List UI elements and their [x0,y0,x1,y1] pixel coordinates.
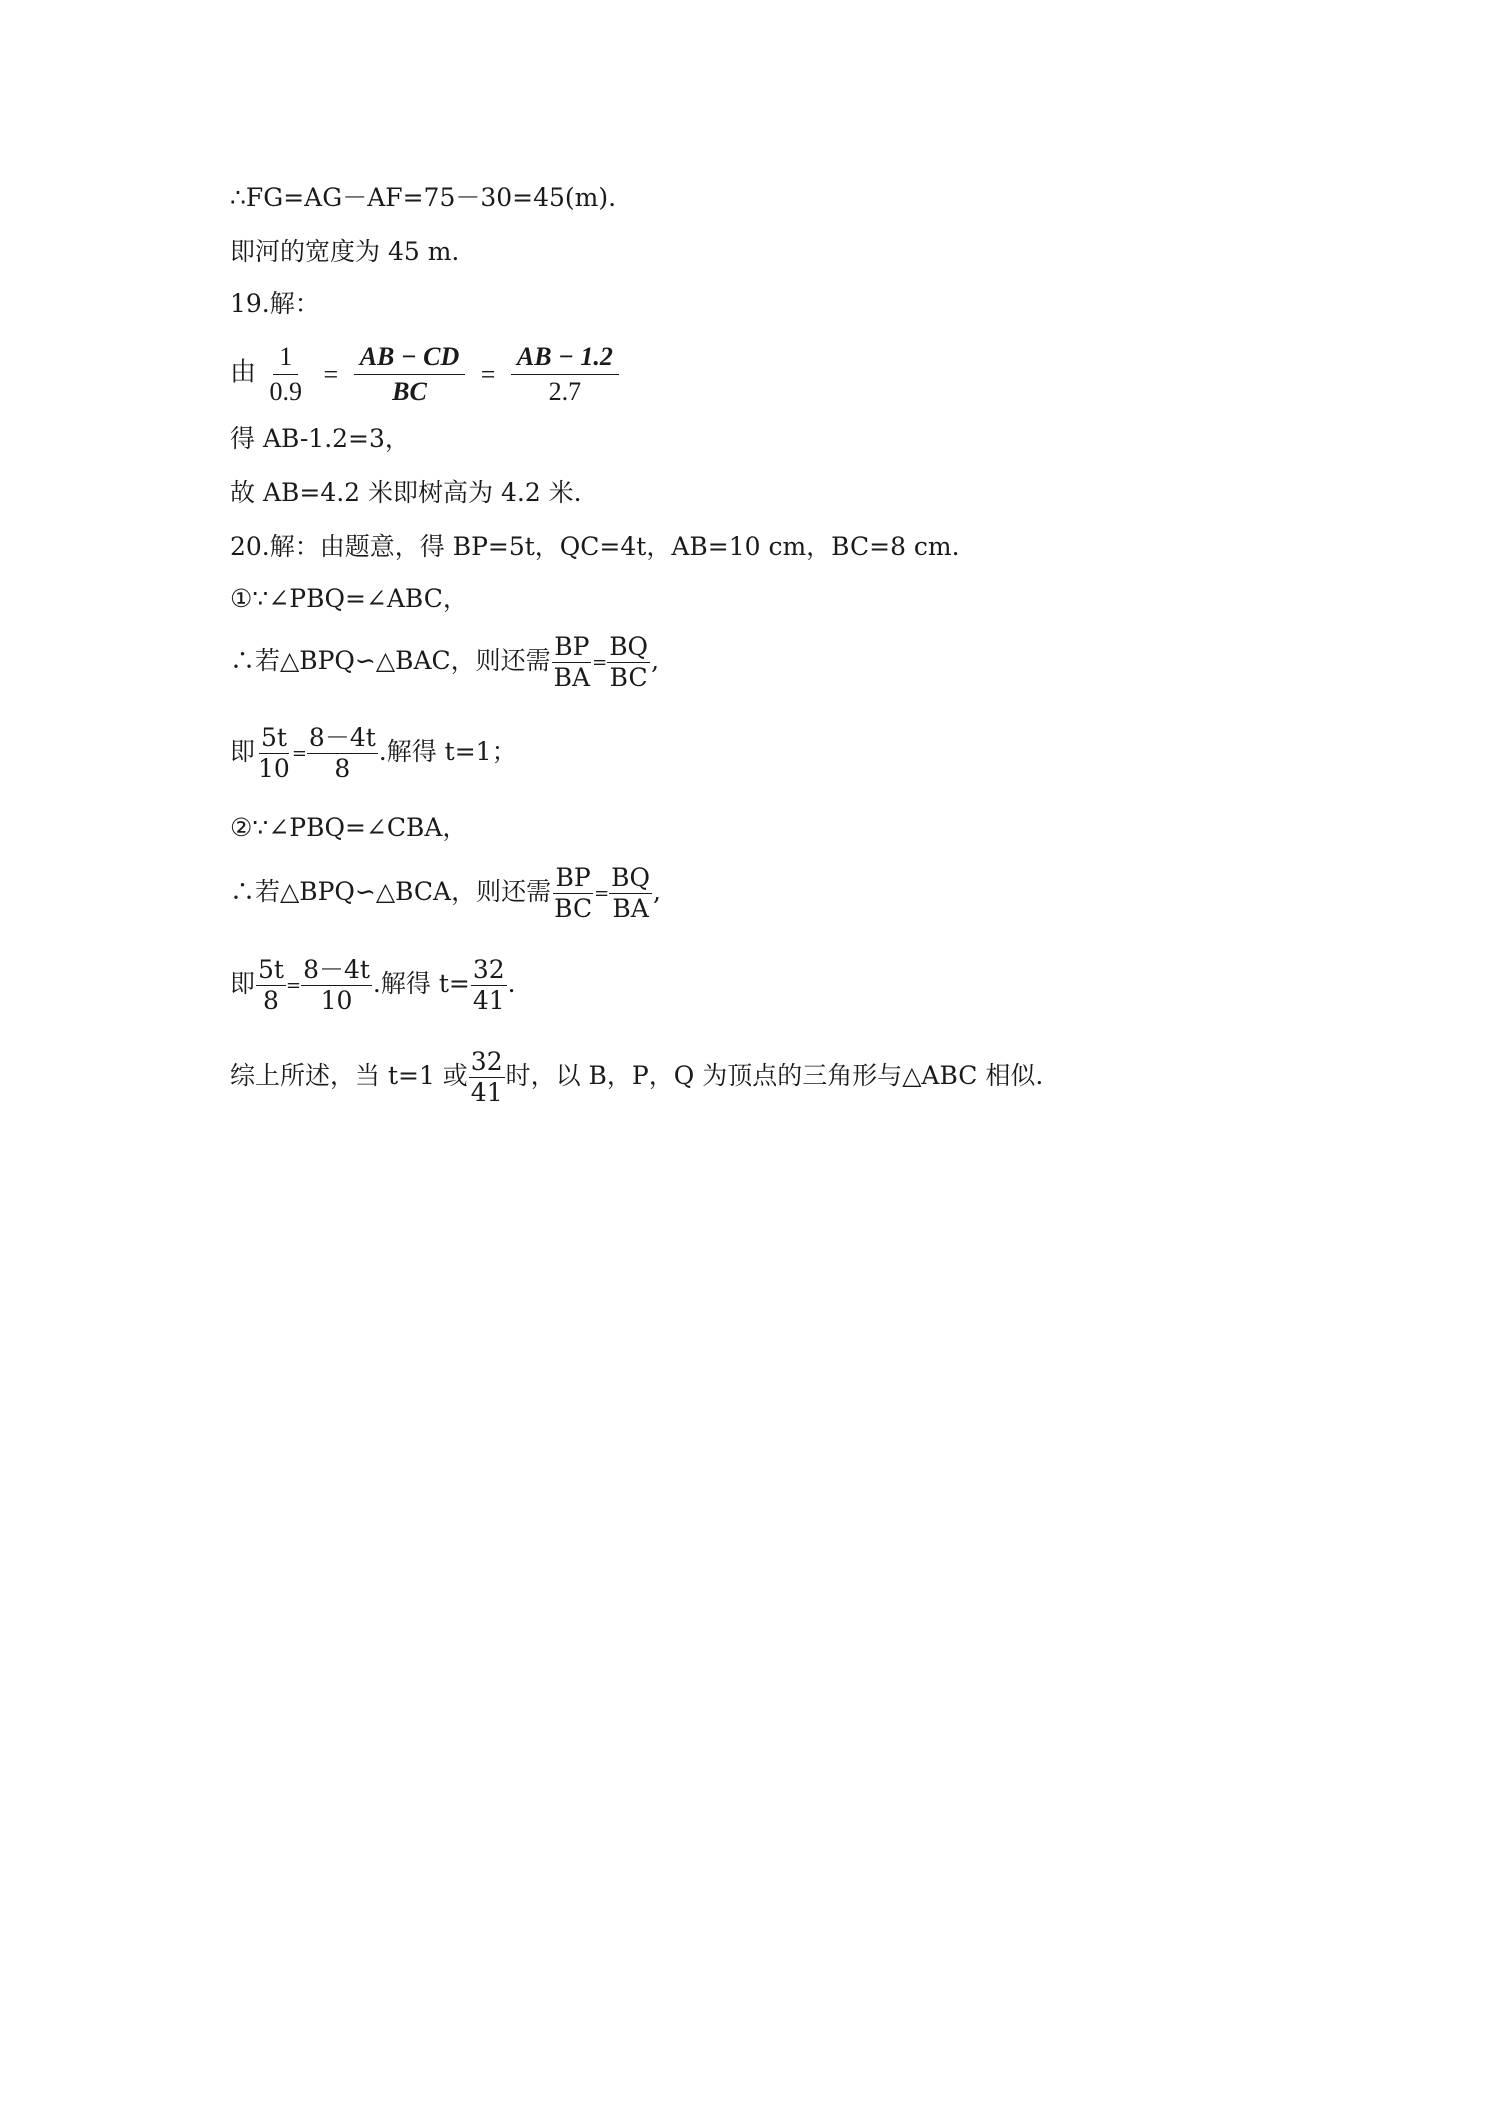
text-line-case-2-condition [230,863,661,924]
eq19-f3-numerator: AB − 1.2 [511,340,619,375]
l12-f2-numerator: BQ [611,863,651,892]
eq19-prefix: 由 [230,357,257,387]
equation-q19 [230,340,620,409]
l13-fraction-1 [256,955,286,1016]
l10-equals: = [291,742,307,764]
eq19-fraction-2 [354,340,466,409]
l14-prefix: 综上所述，当 t=1 或 [230,1061,468,1090]
text-line-q20-heading: 20.解：由题意，得 BP=5t，QC=4t，AB=10 cm，BC=8 cm. [230,532,960,561]
l13-f2-denominator: 10 [320,986,353,1015]
l9-f2-numerator: BQ [609,632,649,661]
eq19-f2-denominator: BC [392,377,427,406]
eq19-f1-numerator: 1 [273,340,298,375]
eq19-equals-1: = [323,359,339,389]
l10-f1-numerator: 5t [260,723,287,752]
l10-f2-numerator: 8－4t [308,723,376,752]
text-line-case-2: ②∵∠PBQ=∠CBA， [230,813,468,842]
text-line-q19-heading: 19.解： [230,289,320,318]
text-line-river-width: 即河的宽度为 45 m. [230,237,460,266]
l14-numerator: 32 [470,1047,503,1076]
eq19-f3-denominator: 2.7 [548,377,582,406]
eq19-equals-2: = [480,359,496,389]
l12-f1-numerator: BP [555,863,591,892]
l12-fraction-2 [609,863,652,924]
l12-fraction-1 [552,863,594,924]
l10-fraction-2 [307,723,378,784]
l9-fraction-1 [552,632,592,693]
l12-prefix: ∴若△BPQ∽△BCA，则还需 [230,877,552,906]
text-line-conclusion [230,1047,1043,1108]
text-line-case-1-solve [230,723,517,784]
text-line-ab-result: 得 AB-1.2=3， [230,424,410,453]
l12-suffix: , [653,877,661,906]
l13-f1-denominator: 8 [263,986,279,1015]
l13-f3-denominator: 41 [472,986,505,1015]
l13-fraction-3 [471,955,507,1016]
text-line-tree-height: 故 AB=4.2 米即树高为 4.2 米. [230,478,582,507]
l13-f1-numerator: 5t [258,955,284,984]
l13-equals: = [285,974,302,996]
text-line-case-1: ①∵∠PBQ=∠ABC， [230,584,468,613]
l10-suffix: .解得 t=1； [378,737,517,766]
l9-f1-denominator: BA [553,663,591,692]
text-line-fg-calc: ∴FG=AG－AF=75－30=45(m). [230,183,617,212]
l12-equals: = [594,882,610,904]
text-line-case-1-condition [230,632,659,693]
l13-suffix: . [507,969,516,998]
eq19-f1-denominator: 0.9 [269,377,303,406]
text-line-case-2-solve [230,955,516,1016]
l9-suffix: , [651,646,660,675]
l9-f2-denominator: BC [609,663,648,692]
l13-f3-numerator: 32 [472,955,505,984]
l13-fraction-2 [301,955,372,1016]
l9-prefix: ∴若△BPQ∽△BAC，则还需 [230,646,551,675]
l10-prefix: 即 [230,737,256,766]
eq19-f2-numerator: AB − CD [354,340,466,375]
eq19-fraction-3 [511,340,619,409]
l13-prefix: 即 [230,969,256,998]
l9-equals: = [592,651,608,673]
l10-f1-denominator: 10 [258,754,290,783]
l14-suffix: 时，以 B，P，Q 为顶点的三角形与△ABC 相似. [505,1061,1044,1090]
l10-fraction-1 [256,723,292,784]
l12-f2-denominator: BA [612,894,649,923]
l12-f1-denominator: BC [554,894,593,923]
l9-f1-numerator: BP [554,632,590,661]
l10-f2-denominator: 8 [334,754,351,783]
l13-f2-numerator: 8－4t [303,955,370,984]
eq19-fraction-1 [264,340,309,409]
l9-fraction-2 [607,632,650,693]
l13-middle: .解得 t= [372,969,470,998]
l14-denominator: 41 [470,1078,503,1107]
l14-fraction [469,1047,505,1108]
